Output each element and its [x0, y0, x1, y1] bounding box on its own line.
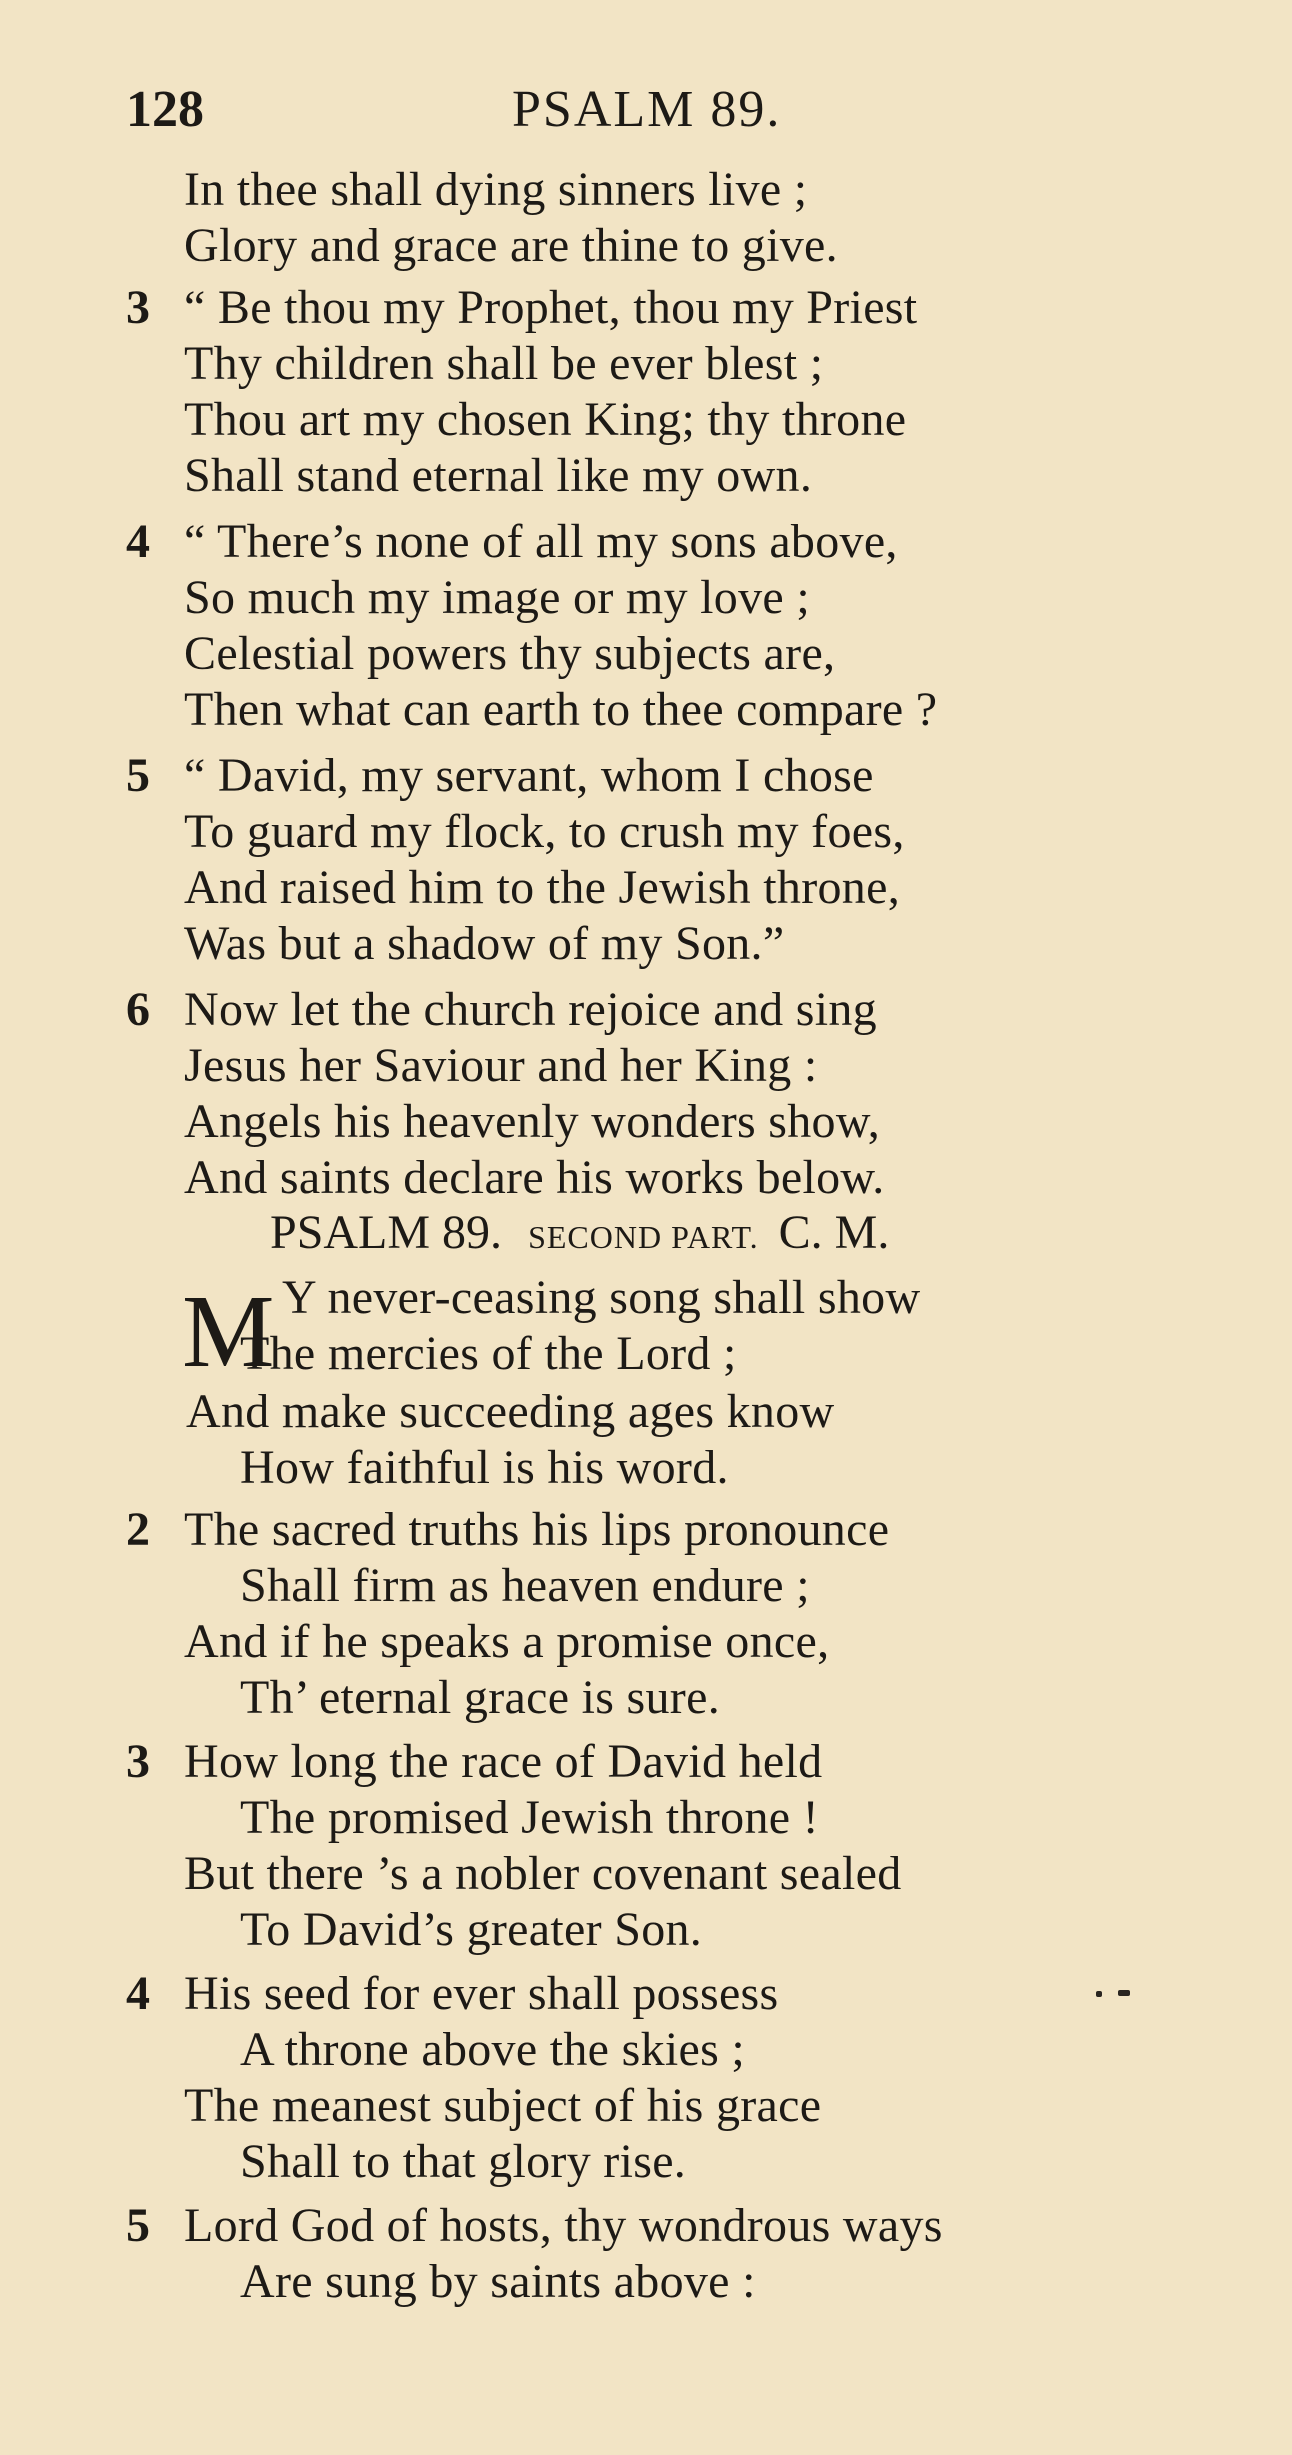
verse-line: In thee shall dying sinners live ; [184, 163, 808, 216]
verse-line: “ Be thou my Prophet, thou my Priest [184, 281, 918, 334]
verse-line: And raised him to the Jewish throne, [184, 861, 901, 914]
section-heading [270, 1205, 889, 1265]
running-head-title: PSALM 89. [512, 81, 782, 138]
verse-line: Now let the church rejoice and sing [184, 983, 877, 1036]
verse-line: The meanest subject of his grace [184, 2079, 822, 2132]
ink-speck [1118, 1990, 1130, 1996]
verse-line: And make succeeding ages know [186, 1385, 835, 1438]
stanza-number: 4 [126, 1967, 150, 2020]
verse-line: His seed for ever shall possess [184, 1967, 779, 2020]
verse-line: A throne above the skies ; [240, 2023, 746, 2076]
verse-line: Y never-ceasing song shall show [282, 1271, 921, 1324]
page-number: 128 [126, 81, 204, 138]
stanza-number: 6 [126, 983, 150, 1036]
verse-line: “ David, my servant, whom I chose [184, 749, 874, 802]
verse-line: And if he speaks a promise once, [184, 1615, 830, 1668]
verse-line: The mercies of the Lord ; [240, 1327, 737, 1380]
verse-line: Are sung by saints above : [240, 2255, 756, 2308]
verse-line: “ There’s none of all my sons above, [184, 515, 898, 568]
verse-line: How long the race of David held [184, 1735, 823, 1788]
verse-line: Was but a shadow of my Son.” [184, 917, 785, 970]
stanza-number: 3 [126, 1735, 150, 1788]
verse-line: The promised Jewish throne ! [240, 1791, 819, 1844]
verse-line: The sacred truths his lips pronounce [184, 1503, 890, 1556]
verse-line: How faithful is his word. [240, 1441, 729, 1494]
verse-line: And saints declare his works below. [184, 1151, 885, 1204]
verse-line: So much my image or my love ; [184, 571, 810, 624]
verse-line: Shall firm as heaven endure ; [240, 1559, 810, 1612]
section-psalm: PSALM 89. [270, 1206, 503, 1259]
stanza-number: 5 [126, 749, 150, 802]
stanza-number: 2 [126, 1503, 150, 1556]
stanza-number: 5 [126, 2199, 150, 2252]
verse-line: Thy children shall be ever blest ; [184, 337, 824, 390]
verse-line: Angels his heavenly wonders show, [184, 1095, 881, 1148]
section-part: SECOND PART. [528, 1219, 759, 1255]
verse-line: Lord God of hosts, thy wondrous ways [184, 2199, 943, 2252]
verse-line: But there ’s a nobler covenant sealed [184, 1847, 902, 1900]
stanza-number: 3 [126, 281, 150, 334]
verse-line: Shall stand eternal like my own. [184, 449, 813, 502]
verse-line: Shall to that glory rise. [240, 2135, 687, 2188]
verse-line: To David’s greater Son. [240, 1903, 703, 1956]
verse-line: Glory and grace are thine to give. [184, 219, 838, 272]
verse-line: To guard my flock, to crush my foes, [184, 805, 905, 858]
verse-line: Jesus her Saviour and her King : [184, 1039, 818, 1092]
drop-cap: M [182, 1274, 275, 1389]
ink-speck [1096, 1991, 1102, 1997]
verse-line: Thou art my chosen King; thy throne [184, 393, 907, 446]
section-meter: C. M. [778, 1206, 890, 1259]
verse-line: Th’ eternal grace is sure. [240, 1671, 720, 1724]
verse-line: Celestial powers thy subjects are, [184, 627, 836, 680]
stanza-number: 4 [126, 515, 150, 568]
verse-line: Then what can earth to thee compare ? [184, 683, 938, 736]
